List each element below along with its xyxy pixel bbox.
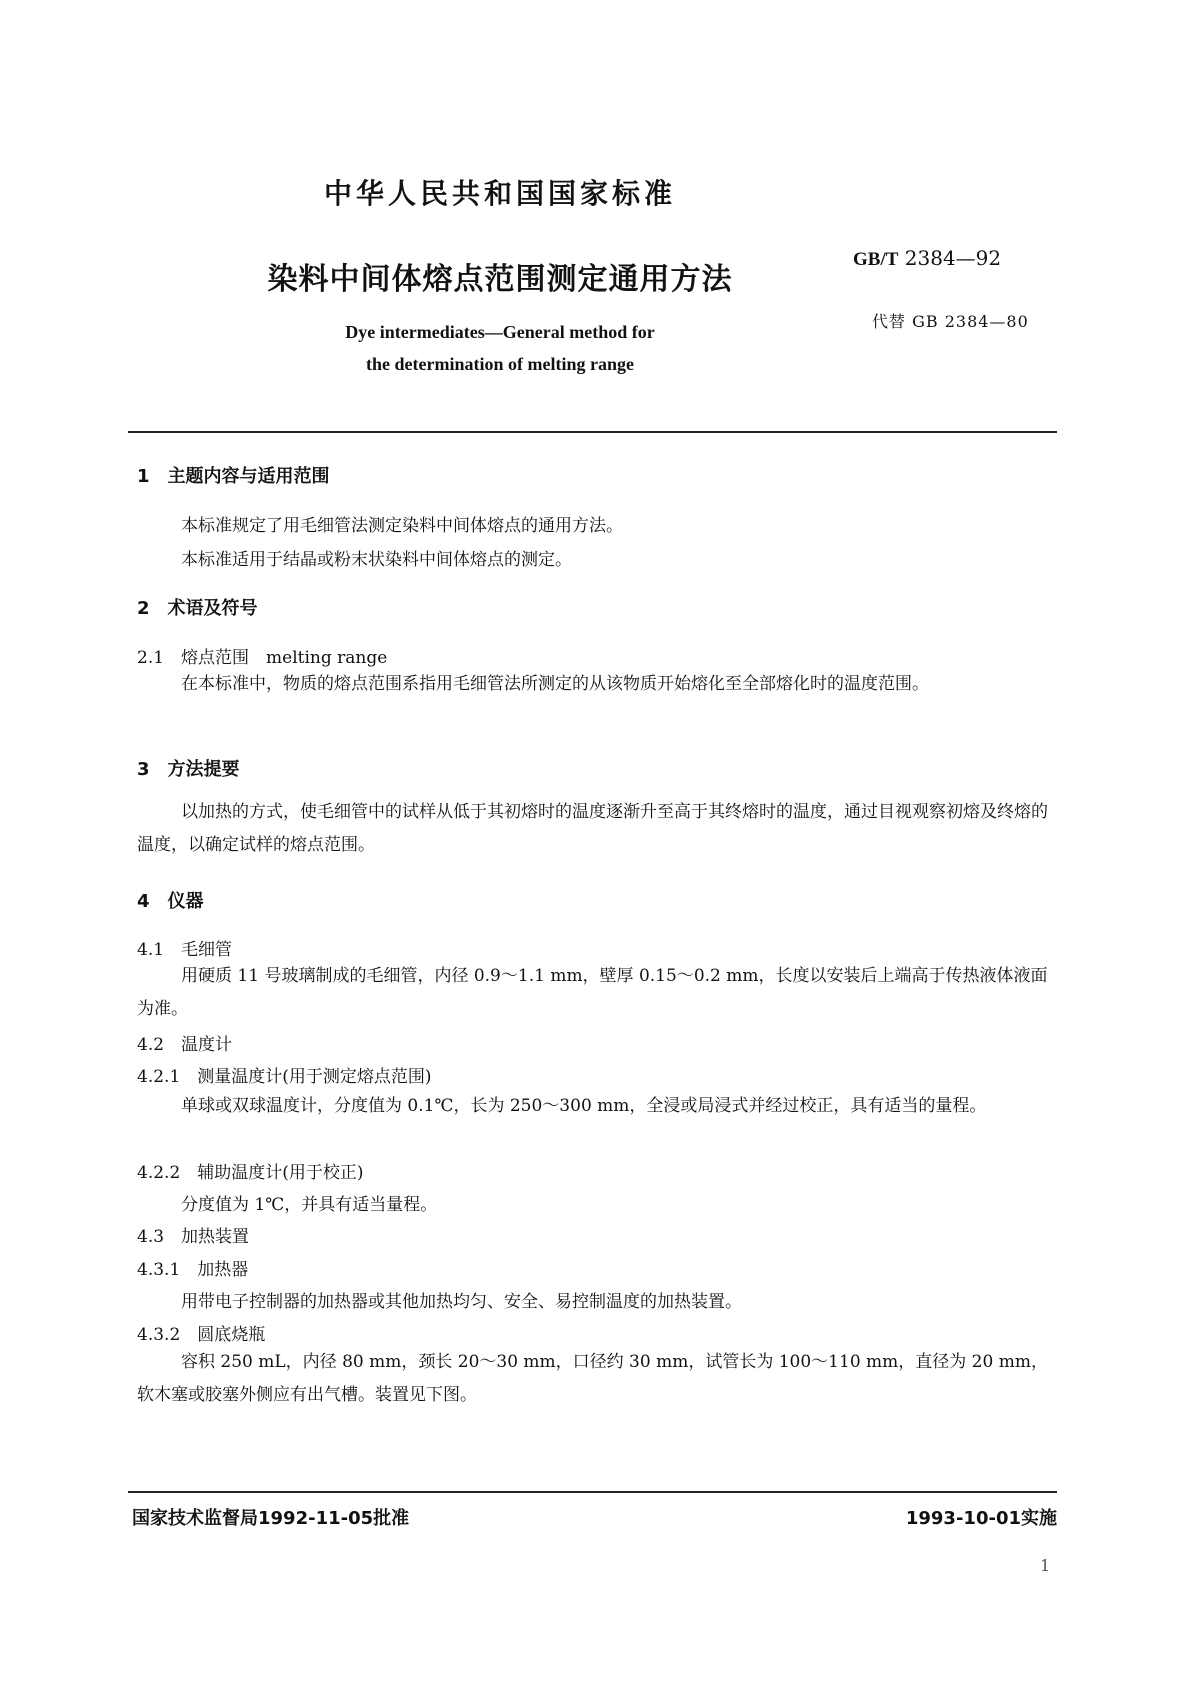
- replaces-standard: 代替 GB 2384—80: [872, 312, 1029, 331]
- section-4-2-1-text: 单球或双球温度计，分度值为 0.1℃，长为 250～300 mm，全浸或局浸式并经过校正，具有适当的量程。: [181, 1096, 987, 1116]
- document-title-en-line2: the determination of melting range: [366, 354, 634, 374]
- section-4-3-2-title: 4.3.2 圆底烧瓶: [137, 1325, 266, 1345]
- section-3-text: 以加热的方式，使毛细管中的试样从低于其初熔时的温度逐渐升至高于其终熔时的温度，通过目视观察初熔及终熔的温度，以确定试样的熔点范围。: [137, 802, 1048, 855]
- standard-code: 2384—92: [904, 246, 1002, 270]
- section-3-heading: 3 方法提要: [137, 759, 240, 780]
- section-2-heading: 2 术语及符号: [137, 598, 258, 619]
- section-4-2-2-text: 分度值为 1℃，并具有适当量程。: [181, 1195, 438, 1215]
- effective-date: 1993-10-01实施: [905, 1508, 1057, 1529]
- section-4-1-text: 用硬质 11 号玻璃制成的毛细管，内径 0.9～1.1 mm，壁厚 0.15～0.2 mm，长度以安装后上端高于传热液体液面为准。: [137, 966, 1048, 1019]
- section-4-3-1-title: 4.3.1 加热器: [137, 1260, 249, 1280]
- document-title-en-line1: Dye intermediates—General method for: [345, 322, 655, 342]
- standard-prefix: GB/T: [853, 249, 899, 270]
- section-1-paragraph-2: 本标准适用于结晶或粉末状染料中间体熔点的测定。: [181, 550, 572, 570]
- page-number: 1: [1040, 1556, 1051, 1575]
- section-4-3-2-text: 容积 250 mL，内径 80 mm，颈长 20～30 mm，口径约 30 mm，试管长为 100～110 mm，直径为 20 mm，软木塞或胶塞外侧应有出气槽。装置见下图。: [137, 1352, 1048, 1405]
- section-4-2-1-title: 4.2.1 测量温度计(用于测定熔点范围): [137, 1067, 432, 1087]
- bottom-divider: [128, 1491, 1057, 1493]
- section-1-heading: 1 主题内容与适用范围: [137, 466, 330, 487]
- section-4-2-title: 4.2 温度计: [137, 1035, 233, 1055]
- section-2-1-title: 2.1 熔点范围 melting range: [137, 648, 388, 668]
- section-2-1-text: 在本标准中，物质的熔点范围系指用毛细管法所测定的从该物质开始熔化至全部熔化时的温度范围。: [181, 674, 929, 694]
- section-4-1-title: 4.1 毛细管: [137, 940, 233, 960]
- standard-number: [853, 246, 1001, 271]
- section-4-3-1-text: 用带电子控制器的加热器或其他加热均匀、安全、易控制温度的加热装置。: [181, 1292, 742, 1312]
- top-divider: [128, 431, 1057, 433]
- section-4-3-title: 4.3 加热装置: [137, 1227, 250, 1247]
- approval-date: 国家技术监督局1992-11-05批准: [132, 1508, 410, 1529]
- section-1-paragraph-1: 本标准规定了用毛细管法测定染料中间体熔点的通用方法。: [181, 516, 623, 536]
- section-4-heading: 4 仪器: [137, 891, 204, 912]
- section-4-2-2-title: 4.2.2 辅助温度计(用于校正): [137, 1163, 364, 1183]
- document-title-cn: 染料中间体熔点范围测定通用方法: [267, 262, 733, 297]
- national-standard-header: 中华人民共和国国家标准: [323, 177, 676, 210]
